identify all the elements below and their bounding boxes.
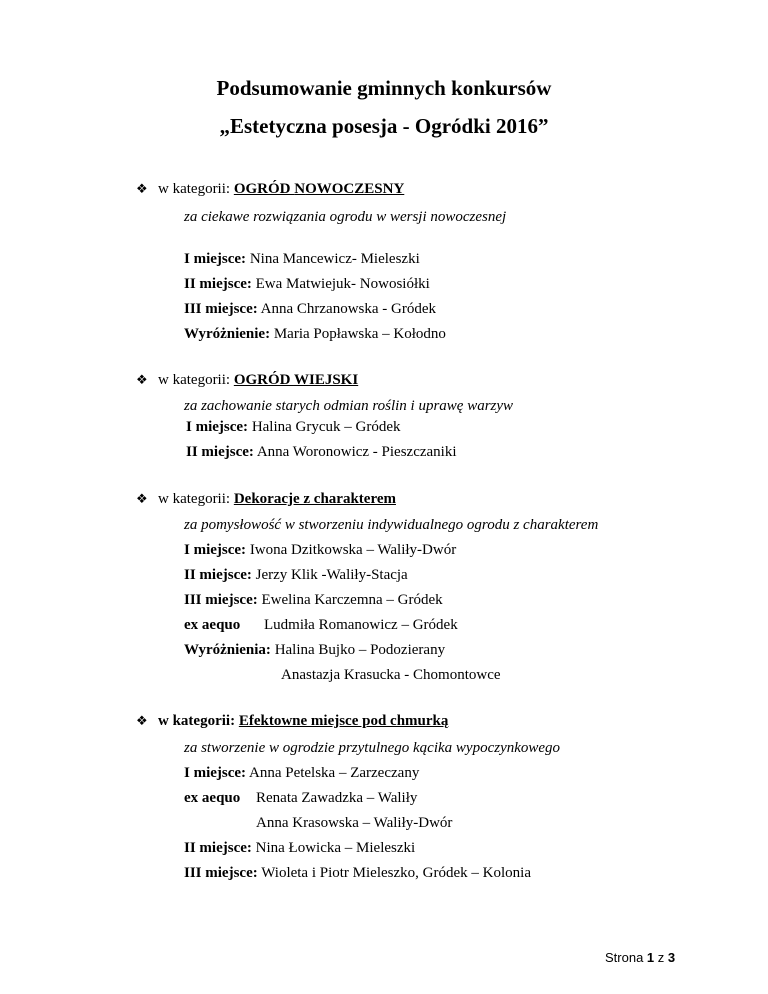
diamond-bullet-icon: ❖ xyxy=(136,491,148,506)
award-line: III miejsce: Wioleta i Piotr Mieleszko, Gródek – Kolonia xyxy=(184,865,531,881)
category-name: Efektowne miejsce pod chmurką xyxy=(238,713,449,729)
award-line: Wyróżnienia: Halina Bujko – Podozierany xyxy=(184,642,446,658)
category-prefix: w kategorii: xyxy=(158,491,234,507)
category-description: za pomysłowość w stworzeniu indywidualnego ogrodu z charakterem xyxy=(184,517,599,533)
page-number: Strona 1 z 3 xyxy=(605,950,676,965)
diamond-bullet-icon: ❖ xyxy=(136,372,148,387)
category-name: OGRÓD WIEJSKI xyxy=(233,372,359,388)
award-line: I miejsce: Nina Mancewicz- Mieleszki xyxy=(184,251,420,267)
award-line: ex aequo Renata Zawadzka – Waliły xyxy=(184,790,418,806)
page-title: Podsumowanie gminnych konkursów xyxy=(216,76,552,100)
award-line: II miejsce: Ewa Matwiejuk- Nowosiółki xyxy=(184,276,430,292)
award-line: I miejsce: Halina Grycuk – Gródek xyxy=(186,419,401,435)
award-line: III miejsce: Anna Chrzanowska - Gródek xyxy=(184,301,437,317)
category-name: Dekoracje z charakterem xyxy=(233,491,396,507)
award-line: II miejsce: Jerzy Klik -Waliły-Stacja xyxy=(184,567,408,583)
category-heading-1 xyxy=(136,181,404,198)
page-subtitle: „Estetyczna posesja - Ogródki 2016” xyxy=(219,114,549,138)
award-line: III miejsce: Ewelina Karczemna – Gródek xyxy=(184,592,443,608)
category-heading-4 xyxy=(136,713,448,730)
category-description: za stworzenie w ogrodzie przytulnego kącika wypoczynkowego xyxy=(184,740,561,756)
award-line: ex aequo Ludmiła Romanowicz – Gródek xyxy=(184,617,458,633)
category-heading-2 xyxy=(136,372,358,389)
award-line: Anna Krasowska – Waliły-Dwór xyxy=(256,815,453,831)
award-line: Anastazja Krasucka - Chomontowce xyxy=(281,667,501,683)
category-prefix: w kategorii: xyxy=(158,181,234,197)
award-line: Wyróżnienie: Maria Popławska – Kołodno xyxy=(184,326,446,342)
category-prefix: w kategorii: xyxy=(158,372,234,388)
award-line: II miejsce: Nina Łowicka – Mieleszki xyxy=(184,840,416,856)
diamond-bullet-icon: ❖ xyxy=(136,181,148,196)
award-line: I miejsce: Iwona Dzitkowska – Waliły-Dwór xyxy=(184,542,457,558)
category-description: za zachowanie starych odmian roślin i uprawę warzyw xyxy=(184,398,514,414)
award-line: I miejsce: Anna Petelska – Zarzeczany xyxy=(184,765,420,781)
award-line: II miejsce: Anna Woronowicz - Pieszczaniki xyxy=(186,444,457,460)
category-heading-3 xyxy=(136,491,396,508)
category-description: za ciekawe rozwiązania ogrodu w wersji nowoczesnej xyxy=(184,209,507,225)
category-name: OGRÓD NOWOCZESNY xyxy=(233,181,405,197)
category-prefix: w kategorii: xyxy=(158,713,239,729)
diamond-bullet-icon: ❖ xyxy=(136,713,148,728)
